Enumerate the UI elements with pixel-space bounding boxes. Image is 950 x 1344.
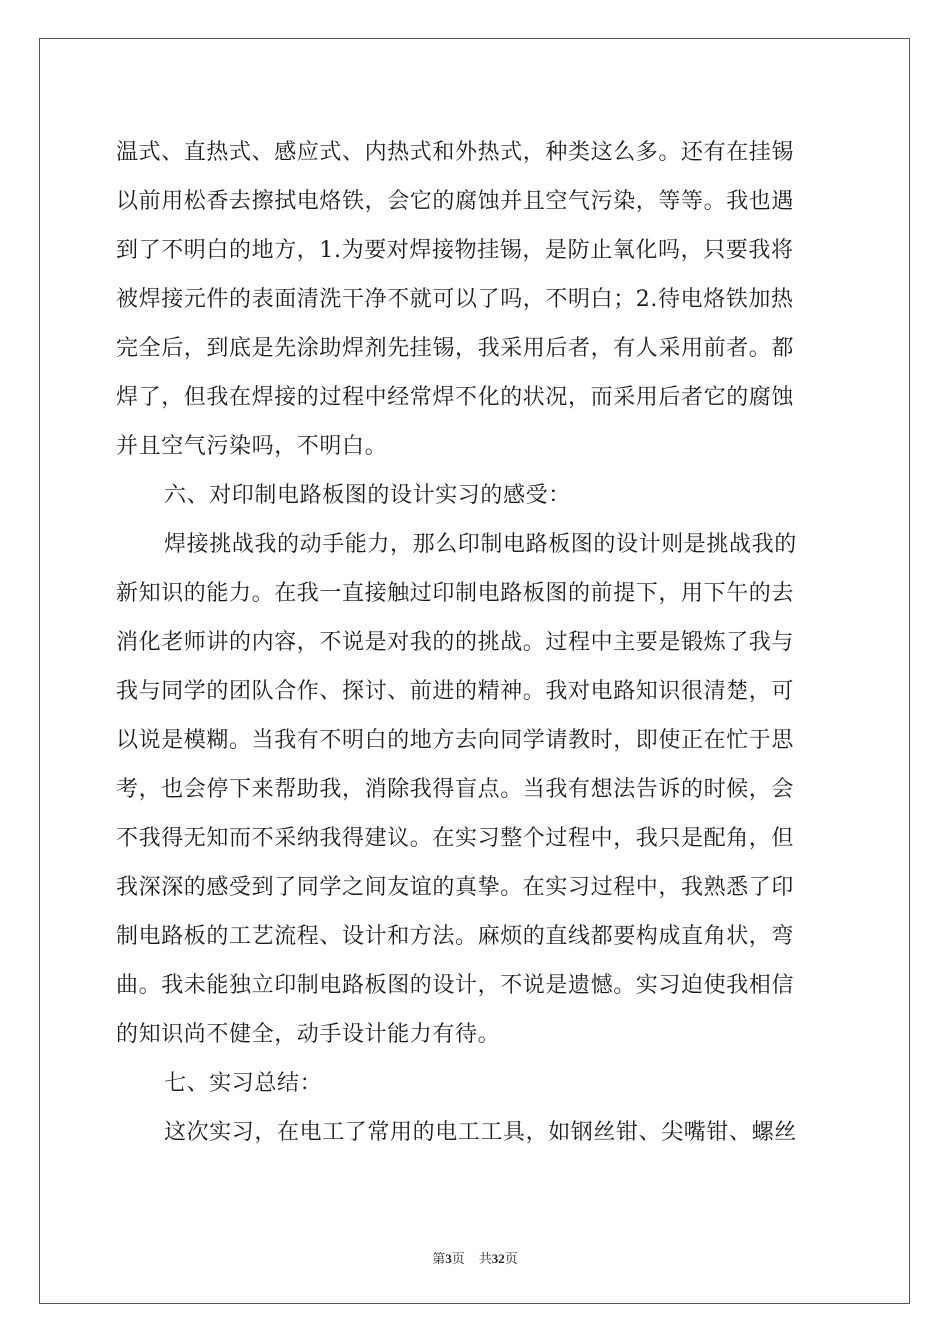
text-line: 新知识的能力。在我一直接触过印制电路板图的前提下，用下午的去 [116,581,795,606]
text-line: 温式、直热式、感应式、内热式和外热式，种类这么多。还有在挂锡 [116,140,795,165]
section-heading: 七、实习总结： [164,1071,323,1096]
text-line: 焊了，但我在焊接的过程中经常焊不化的状况，而采用后者它的腐蚀 [116,385,795,410]
text-line: 以前用松香去擦拭电烙铁，会它的腐蚀并且空气污染，等等。我也遇 [116,189,795,214]
text-line: 以说是模糊。当我有不明白的地方去向同学请教时，即使正在忙于思 [116,728,795,753]
text-line: 消化老师讲的内容，不说是对我的的挑战。过程中主要是锻炼了我与 [116,630,795,655]
text-line: 考，也会停下来帮助我，消除我得盲点。当我有想法告诉的时候，会 [116,777,795,802]
text-line: 到了不明白的地方，1.为要对焊接物挂锡，是防止氧化吗，只要我将 [116,238,794,263]
total-prefix: 共 [478,1251,492,1266]
text-line: 不我得无知而不采纳我得建议。在实习整个过程中，我只是配角，但 [116,826,795,851]
text-line: 我深深的感受到了同学之间友谊的真挚。在实习过程中，我熟悉了印 [116,875,795,900]
page-prefix: 第 [432,1251,446,1266]
document-body [116,128,838,1157]
text-line: 曲。我未能独立印制电路板图的设计，不说是遗憾。实习迫使我相信 [116,973,795,998]
page-total: 32 [491,1251,505,1266]
page-suffix: 页 [451,1251,465,1266]
page-footer [0,1248,950,1267]
section-heading: 六、对印制电路板图的设计实习的感受： [164,483,571,508]
text-line: 这次实习，在电工了常用的电工工具，如钢丝钳、尖嘴钳、螺丝 [164,1120,797,1145]
text-line: 并且空气污染吗，不明白。 [116,434,388,459]
total-suffix: 页 [504,1251,518,1266]
text-line: 的知识尚不健全，动手设计能力有待。 [116,1022,501,1047]
text-line: 制电路板的工艺流程、设计和方法。麻烦的直线都要构成直角状，弯 [116,924,795,949]
page-number: 3 [445,1251,452,1266]
text-line: 我与同学的团队合作、探讨、前进的精神。我对电路知识很清楚，可 [116,679,795,704]
text-line: 完全后，到底是先涂助焊剂先挂锡，我采用后者，有人采用前者。都 [116,336,795,361]
text-line: 焊接挑战我的动手能力，那么印制电路板图的设计则是挑战我的 [164,532,797,557]
text-line: 被焊接元件的表面清洗干净不就可以了吗，不明白；2.待电烙铁加热 [116,287,794,312]
